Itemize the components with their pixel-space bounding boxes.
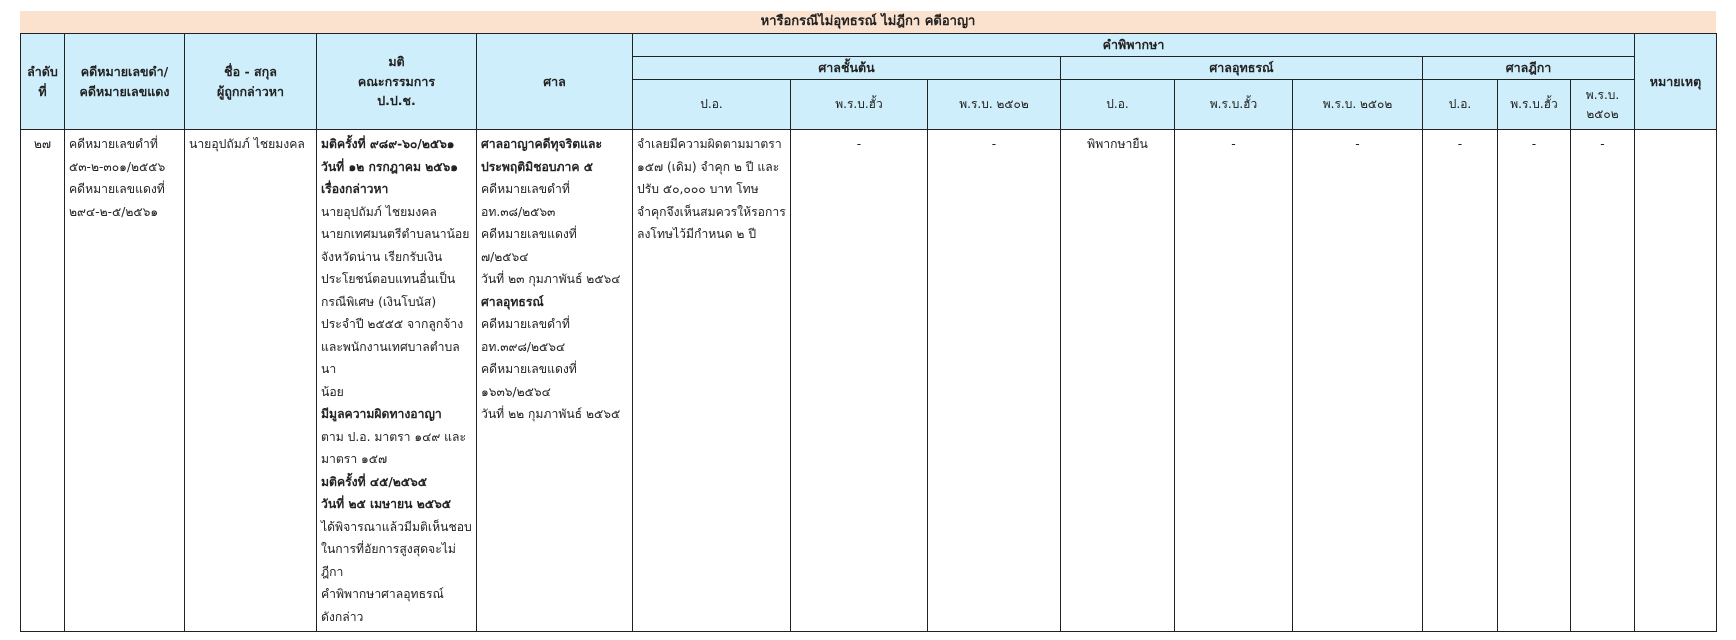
resolution-line: น้อย [321,384,344,399]
cell-first-pr2502: - [928,130,1061,632]
header-no-line2: ที่ [38,83,47,99]
resolution-line: นายอุปถัมภ์ ไชยมงคล [321,204,437,219]
case-table [20,33,1717,632]
header-first-court: ศาลชั้นต้น [633,57,1061,80]
court-line: อท.๓๙๘/๒๕๖๔ [481,339,566,354]
header-resolution [317,34,477,130]
resolution-line: ดังกล่าว [321,609,364,624]
case-line: คดีหมายเลขดำที่ [69,137,158,151]
cell-appeal-po: พิพากษายืน [1061,130,1175,632]
resolution-line: มติครั้งที่ ๙๘๙-๖๐/๒๕๖๑ [321,137,455,151]
first-po-line: จำคุกจึงเห็นสมควรให้รอการ [637,204,786,219]
court-line: คดีหมายเลขดำที่ [481,317,570,331]
cell-accused: นายอุปถัมภ์ ไชยมงคล [185,130,317,632]
court-line: คดีหมายเลขแดงที่ [481,362,577,376]
resolution-line: และพนักงานเทศบาลตำบลนา [321,339,460,376]
resolution-line: มีมูลความผิดทางอาญา [321,407,442,421]
resolution-line: นายกเทศมนตรีตำบลนาน้อย [321,227,470,241]
header-no [21,34,65,130]
header-judgment: คำพิพากษา [633,34,1635,57]
header-supreme-pbh: พ.ร.บ.ฮั้ว [1498,80,1571,130]
court-line: คดีหมายเลขดำที่ [481,182,570,196]
court-line: ประพฤติมิชอบภาค ๕ [481,159,594,174]
court-line: วันที่ ๒๒ กุมภาพันธ์ ๒๕๖๕ [481,407,621,421]
header-appeal-po: ป.อ. [1061,80,1175,130]
header-first-pr2502: พ.ร.บ. ๒๕๐๒ [928,80,1061,130]
court-line: อท.๓๘/๒๕๖๓ [481,204,556,219]
cell-court [477,130,633,632]
case-line: ๕๓-๒-๓๐๑/๒๕๕๖ [69,159,166,174]
first-po-line: ลงโทษไว้มีกำหนด ๒ ปี [637,227,757,241]
header-appeal-pbh: พ.ร.บ.ฮั้ว [1175,80,1293,130]
resolution-line: วันที่ ๒๕ เมษายน ๒๕๖๕ [321,497,451,511]
header-supreme-pr2502 [1571,80,1635,130]
court-line: คดีหมายเลขแดงที่ [481,227,577,241]
resolution-line: ประจำปี ๒๕๕๕ จากลูกจ้าง [321,317,464,331]
first-po-line: ๑๕๗ (เดิม) จำคุก ๒ ปี และ [637,159,780,174]
header-no-line1: ลำดับ [27,64,58,80]
header-supreme-pr2502-line1: พ.ร.บ. [1585,87,1620,102]
header-case-no-line2: คดีหมายเลขแดง [79,83,170,99]
cell-first-po [633,130,791,632]
resolution-line: ตาม ป.อ. มาตรา ๑๔๙ และ [321,429,467,444]
header-appeal-pr2502: พ.ร.บ. ๒๕๐๒ [1293,80,1423,130]
cell-remark [1635,130,1717,632]
table-title: หารือกรณีไม่อุทธรณ์ ไม่ฎีกา คดีอาญา [20,11,1716,33]
court-line: ศาลอุทธรณ์ [481,294,544,309]
resolution-line: มาตรา ๑๕๗ [321,452,388,466]
first-po-line: จำเลยมีความผิดตามมาตรา [637,137,782,151]
cell-resolution [317,130,477,632]
header-first-pbh: พ.ร.บ.ฮั้ว [791,80,928,130]
resolution-line: ได้พิจารณาแล้วมีมติเห็นชอบ [321,519,472,534]
resolution-line: ในการที่อัยการสูงสุดจะไม่ฎีกา [321,542,456,579]
header-case-no [65,34,185,130]
court-line: วันที่ ๒๓ กุมภาพันธ์ ๒๕๖๔ [481,272,621,286]
cell-no: ๒๗ [21,130,65,632]
cell-first-pbh: - [791,130,928,632]
header-resolution-line3: ป.ป.ช. [377,93,416,109]
resolution-line: ประโยชน์ตอบแทนอื่นเป็น [321,272,456,286]
first-po-line: ปรับ ๕๐,๐๐๐ บาท โทษ [637,182,759,196]
court-line: ๑๖๓๖/๒๕๖๔ [481,384,551,399]
cell-supreme-pr2502: - [1571,130,1635,632]
court-line: ๗/๒๕๖๔ [481,249,529,264]
header-accused [185,34,317,130]
resolution-line: คำพิพากษาศาลอุทธรณ์ [321,587,444,601]
case-line: ๒๙๔-๒-๕/๒๕๖๑ [69,204,159,219]
resolution-line: มติครั้งที่ ๔๕/๒๕๖๕ [321,474,427,489]
header-first-po: ป.อ. [633,80,791,130]
cell-supreme-pbh: - [1498,130,1571,632]
resolution-line: กรณีพิเศษ (เงินโบนัส) [321,294,437,309]
header-supreme-po: ป.อ. [1423,80,1498,130]
table-row [21,130,1717,632]
header-remark: หมายเหตุ [1635,34,1717,130]
header-case-no-line1: คดีหมายเลขดำ/ [80,64,169,80]
court-line: ศาลอาญาคดีทุจริตและ [481,137,603,151]
resolution-line: จังหวัดน่าน เรียกรับเงิน [321,249,443,264]
cell-appeal-pbh: - [1175,130,1293,632]
cell-supreme-po: - [1423,130,1498,632]
header-court: ศาล [477,34,633,130]
resolution-line: เรื่องกล่าวหา [321,182,389,196]
header-supreme-pr2502-line2: ๒๕๐๒ [1586,106,1619,121]
case-line: คดีหมายเลขแดงที่ [69,182,165,196]
header-accused-line1: ชื่อ - สกุล [224,64,277,80]
header-supreme-court: ศาลฎีกา [1423,57,1635,80]
resolution-line: วันที่ ๑๒ กรกฎาคม ๒๕๖๑ [321,159,458,174]
cell-case-no [65,130,185,632]
header-appeal-court: ศาลอุทธรณ์ [1061,57,1423,80]
cell-appeal-pr2502: - [1293,130,1423,632]
header-resolution-line2: คณะกรรมการ [357,73,436,89]
header-accused-line2: ผู้ถูกกล่าวหา [217,83,284,99]
header-resolution-line1: มติ [388,54,405,70]
